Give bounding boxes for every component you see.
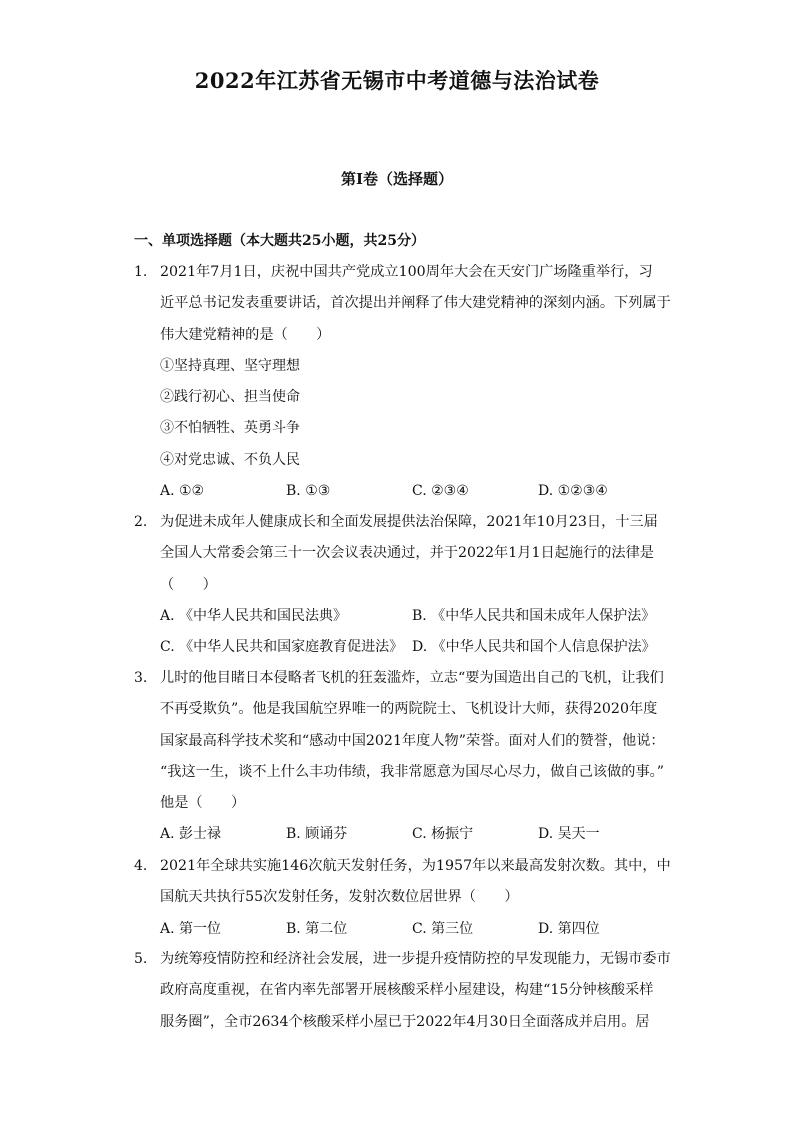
question-1 [134,257,674,507]
question-number: 5. [134,951,148,967]
answer-options [160,632,672,663]
question-text-line: 不再受欺负”。他是我国航空界唯一的两院院士、飞机设计大师，获得2020年度 [160,701,658,718]
option-c: C. 杨振宁 [412,826,474,843]
option-d: D. 第四位 [538,920,600,937]
option-c: C. 第三位 [412,920,474,937]
answer-options [160,601,672,632]
question-2 [134,507,674,663]
question-text-line: 伟大建党精神的是（ ） [160,326,331,343]
question-text-line: 2021年7月1日，庆祝中国共产党成立100周年大会在天安门广场隆重举行，习 [160,264,653,280]
question-body [160,257,672,507]
question-body [160,944,672,1038]
question-text-line: 近平总书记发表重要讲话，首次提出并阐释了伟大建党精神的深刻内涵。下列属于 [160,295,671,312]
question-5 [134,944,674,1038]
answer-options [160,914,672,945]
question-number: 4. [134,858,148,874]
question-text-line: 2021年全球共实施146次航天发射任务，为1957年以来最高发射次数。其中，中 [160,858,671,874]
question-number: 3. [134,670,148,686]
answer-options [160,819,672,850]
option-d: D. 《中华人民共和国个人信息保护法》 [412,639,656,656]
question-text-line: 全国人大常委会第三十一次会议表决通过，并于2022年1月1日起施行的法律是 [160,545,654,562]
statement-item: ②践行初心、担当使命 [160,389,300,406]
statement-item: ③不怕牺牲、英勇斗争 [160,420,300,437]
question-text-line: “我这一生，谈不上什么丰功伟绩，我非常愿意为国尽心尽力，做自己该做的事。” [160,763,664,780]
statement-item: ④对党忠诚、不负人民 [160,451,300,468]
option-c: C. 《中华人民共和国家庭教育促进法》 [160,639,404,656]
question-body [160,663,672,851]
question-text-line: 为促进未成年人健康成长和全面发展提供法治保障，2021年10月23日，十三届 [160,514,658,530]
question-body [160,851,672,945]
question-text-line: 服务圈”，全市2634个核酸采样小屋已于2022年4月30日全面落成并启用。居 [160,1013,650,1030]
option-a: A. 彭士禄 [160,826,222,843]
question-text-line: 他是（ ） [160,795,246,812]
question-number: 2. [134,514,148,530]
question-text-line: 国航天共执行55次发射任务，发射次数位居世界（ ） [160,889,519,906]
section-heading: 一、单项选择题（本大题共25小题，共25分） [134,233,425,249]
option-a: A. 《中华人民共和国民法典》 [160,607,348,624]
question-body [160,507,672,663]
question-text-line: 儿时的他目睹日本侵略者飞机的狂轰滥炸，立志“要为国造出自己的飞机，让我们 [160,670,664,686]
option-d: D. ①②③④ [538,483,608,500]
option-b: B. ①③ [286,483,331,500]
option-a: A. 第一位 [160,920,222,937]
option-c: C. ②③④ [412,483,469,500]
option-a: A. ①② [160,483,205,500]
part-title: 第I卷（选择题） [340,170,454,188]
question-text-line: （ ） [160,576,217,593]
answer-options [160,476,672,507]
question-text-line: 为统筹疫情防控和经济社会发展，进一步提升疫情防控的早发现能力，无锡市委市 [160,951,671,967]
option-b: B. 《中华人民共和国未成年人保护法》 [412,607,656,624]
question-4 [134,851,674,945]
question-number: 1. [134,264,148,280]
question-3 [134,663,674,851]
option-d: D. 吴天一 [538,826,600,843]
document-title: 2022年江苏省无锡市中考道德与法治试卷 [194,68,600,93]
question-text-line: 国家最高科学技术奖和“感动中国2021年度人物”荣誉。面对人们的赞誉，他说： [160,732,665,749]
question-text-line: 政府高度重视，在省内率先部署开展核酸采样小屋建设，构建“15分钟核酸采样 [160,982,654,999]
statement-item: ①坚持真理、坚守理想 [160,357,300,374]
option-b: B. 顾诵芬 [286,826,348,843]
option-b: B. 第二位 [286,920,348,937]
